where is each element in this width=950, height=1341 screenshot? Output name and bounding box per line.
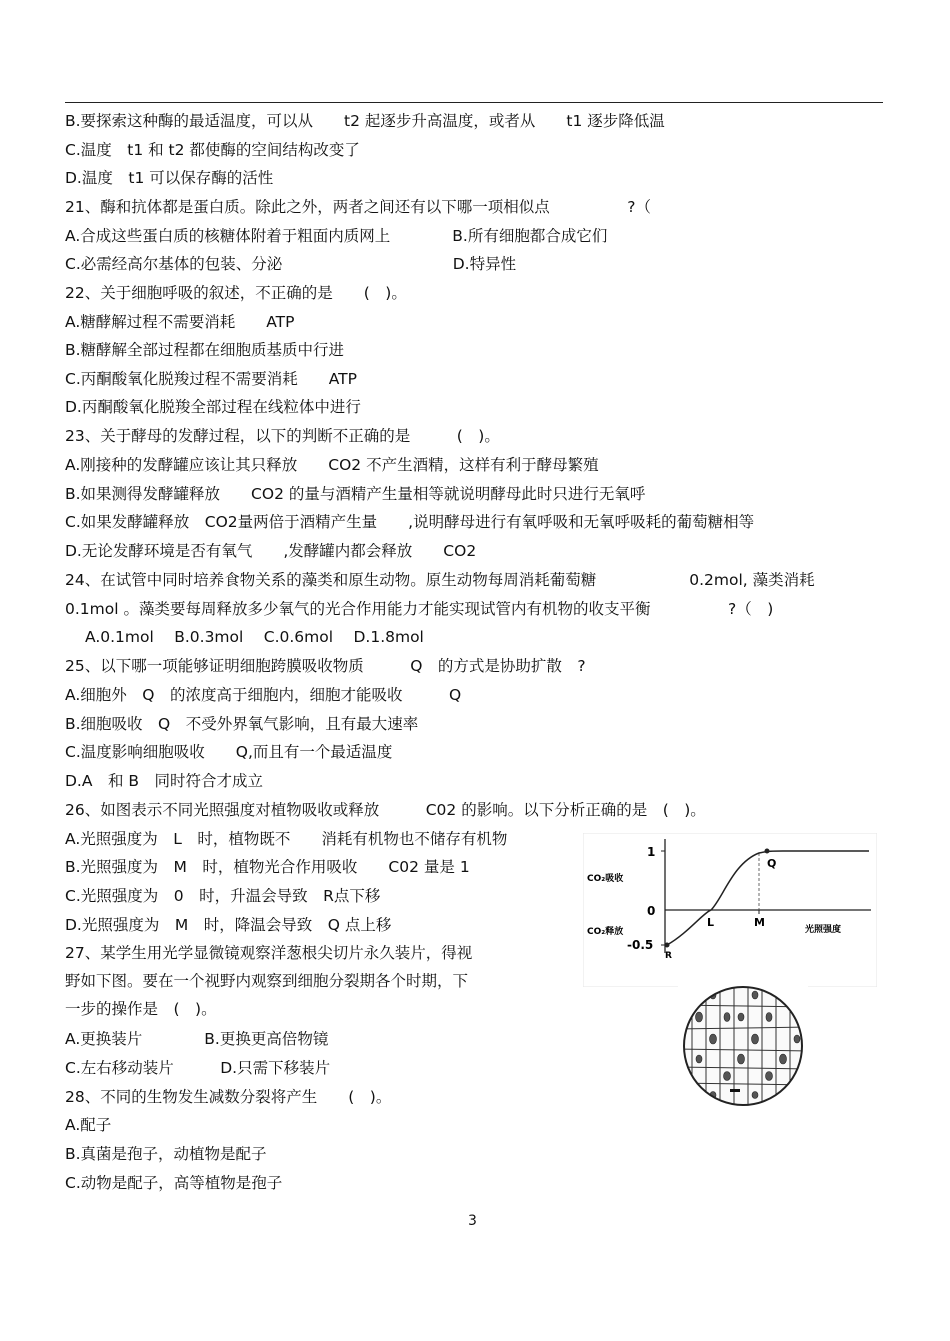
option-line: A.糖酵解过程不需要消耗 ATP — [65, 313, 295, 331]
point-q — [765, 849, 770, 854]
label-q: Q — [767, 857, 777, 870]
option-line: C.左右移动装片 D.只需下移装片 — [65, 1059, 331, 1077]
question-27: 27、某学生用光学显微镜观察洋葱根尖切片永久装片，得视 — [65, 944, 473, 962]
point-r — [665, 943, 670, 948]
label-l: L — [707, 916, 715, 929]
question-26: 26、如图表示不同光照强度对植物吸收或释放 C02 的影响。以下分析正确的是 ( )。 — [65, 801, 706, 819]
question-24: 24、在试管中同时培养食物关系的藻类和原生动物。原生动物每周消耗葡萄糖 0.2mol, 藻类消耗 — [65, 571, 815, 589]
y-label-absorb: CO₂吸收 — [587, 874, 624, 884]
option-line: A.刚接种的发酵罐应该让其只释放 CO2 不产生酒精，这样有利于酵母繁殖 — [65, 456, 599, 474]
option-line: A.光照强度为 L 时，植物既不 消耗有机物也不储存有机物 — [65, 830, 508, 848]
option-line: C.必需经高尔基体的包装、分泌 D.特异性 — [65, 255, 517, 273]
header-rule — [65, 102, 883, 103]
question-22: 22、关于细胞呼吸的叙述，不正确的是 ( )。 — [65, 284, 407, 302]
y-tick-neg: -0.5 — [627, 938, 654, 952]
question-25: 25、以下哪一项能够证明细胞跨膜吸收物质 Q 的方式是协助扩散 ? — [65, 657, 586, 675]
y-tick-0: 0 — [647, 904, 656, 918]
option-line: D.温度 t1 可以保存酶的活性 — [65, 169, 274, 187]
option-line: B.如果测得发酵罐释放 CO2 的量与酒精产生量相等就说明酵母此时只进行无氧呼 — [65, 485, 646, 503]
question-27-cont: 野如下图。要在一个视野内观察到细胞分裂期各个时期，下 — [65, 972, 469, 990]
option-line: C.如果发酵罐释放 CO2量两倍于酒精产生量 ,说明酵母进行有氧呼吸和无氧呼吸耗的葡萄糖相等 — [65, 513, 755, 531]
option-line: C.温度影响细胞吸收 Q,而且有一个最适温度 — [65, 743, 393, 761]
question-21: 21、酶和抗体都是蛋白质。除此之外，两者之间还有以下哪一项相似点 ?（ — [65, 198, 651, 216]
label-r: R — [665, 951, 672, 961]
option-line: D.无论发酵环境是否有氧气 ,发酵罐内都会释放 CO2 — [65, 542, 477, 560]
option-line: C.动物是配子，高等植物是孢子 — [65, 1174, 283, 1192]
label-m: M — [754, 916, 765, 929]
y-label-release: CO₂释放 — [587, 927, 624, 937]
co2-light-graph-svg — [583, 833, 877, 987]
microscope-field-image — [678, 983, 808, 1108]
option-line: B.细胞吸收 Q 不受外界氧气影响，且有最大速率 — [65, 715, 419, 733]
y-tick-1: 1 — [647, 845, 656, 859]
page-number: 3 — [468, 1213, 477, 1229]
option-line: A.更换装片 B.更换更高倍物镜 — [65, 1030, 329, 1048]
option-line: C.温度 t1 和 t2 都使酶的空间结构改变了 — [65, 141, 360, 159]
option-line: B.糖酵解全部过程都在细胞质基质中行进 — [65, 341, 345, 359]
co2-light-graph — [583, 833, 877, 987]
option-line: A.细胞外 Q 的浓度高于细胞内，细胞才能吸收 Q — [65, 686, 462, 704]
x-axis-label: 光照强度 — [805, 925, 842, 935]
option-line: B.要探索这种酶的最适温度，可以从 t2 起逐步升高温度，或者从 t1 逐步降低温 — [65, 112, 665, 130]
option-line: C.丙酮酸氧化脱羧过程不需要消耗 ATP — [65, 370, 357, 388]
option-line: D.丙酮酸氧化脱羧全部过程在线粒体中进行 — [65, 398, 361, 416]
question-28: 28、不同的生物发生减数分裂将产生 ( )。 — [65, 1088, 392, 1106]
option-line: A.0.1mol B.0.3mol C.0.6mol D.1.8mol — [85, 628, 424, 646]
option-line: A.配子 — [65, 1116, 112, 1134]
option-line: B.真菌是孢子，动植物是配子 — [65, 1145, 267, 1163]
option-line: D.光照强度为 M 时，降温会导致 Q 点上移 — [65, 916, 392, 934]
option-line: A.合成这些蛋白质的核糖体附着于粗面内质网上 B.所有细胞都合成它们 — [65, 227, 608, 245]
question-24-cont: 0.1mol 。藻类要每周释放多少氧气的光合作用能力才能实现试管内有机物的收支平衡 ?（ ) — [65, 600, 774, 618]
option-line: D.A 和 B 同时符合才成立 — [65, 772, 264, 790]
question-27-cont: 一步的操作是 ( )。 — [65, 1000, 217, 1018]
option-line: B.光照强度为 M 时，植物光合作用吸收 C02 量是 1 — [65, 858, 470, 876]
option-line: C.光照强度为 0 时，升温会导致 R点下移 — [65, 887, 381, 905]
microscope-svg — [678, 983, 808, 1108]
question-23: 23、关于酵母的发酵过程，以下的判断不正确的是 ( )。 — [65, 427, 500, 445]
